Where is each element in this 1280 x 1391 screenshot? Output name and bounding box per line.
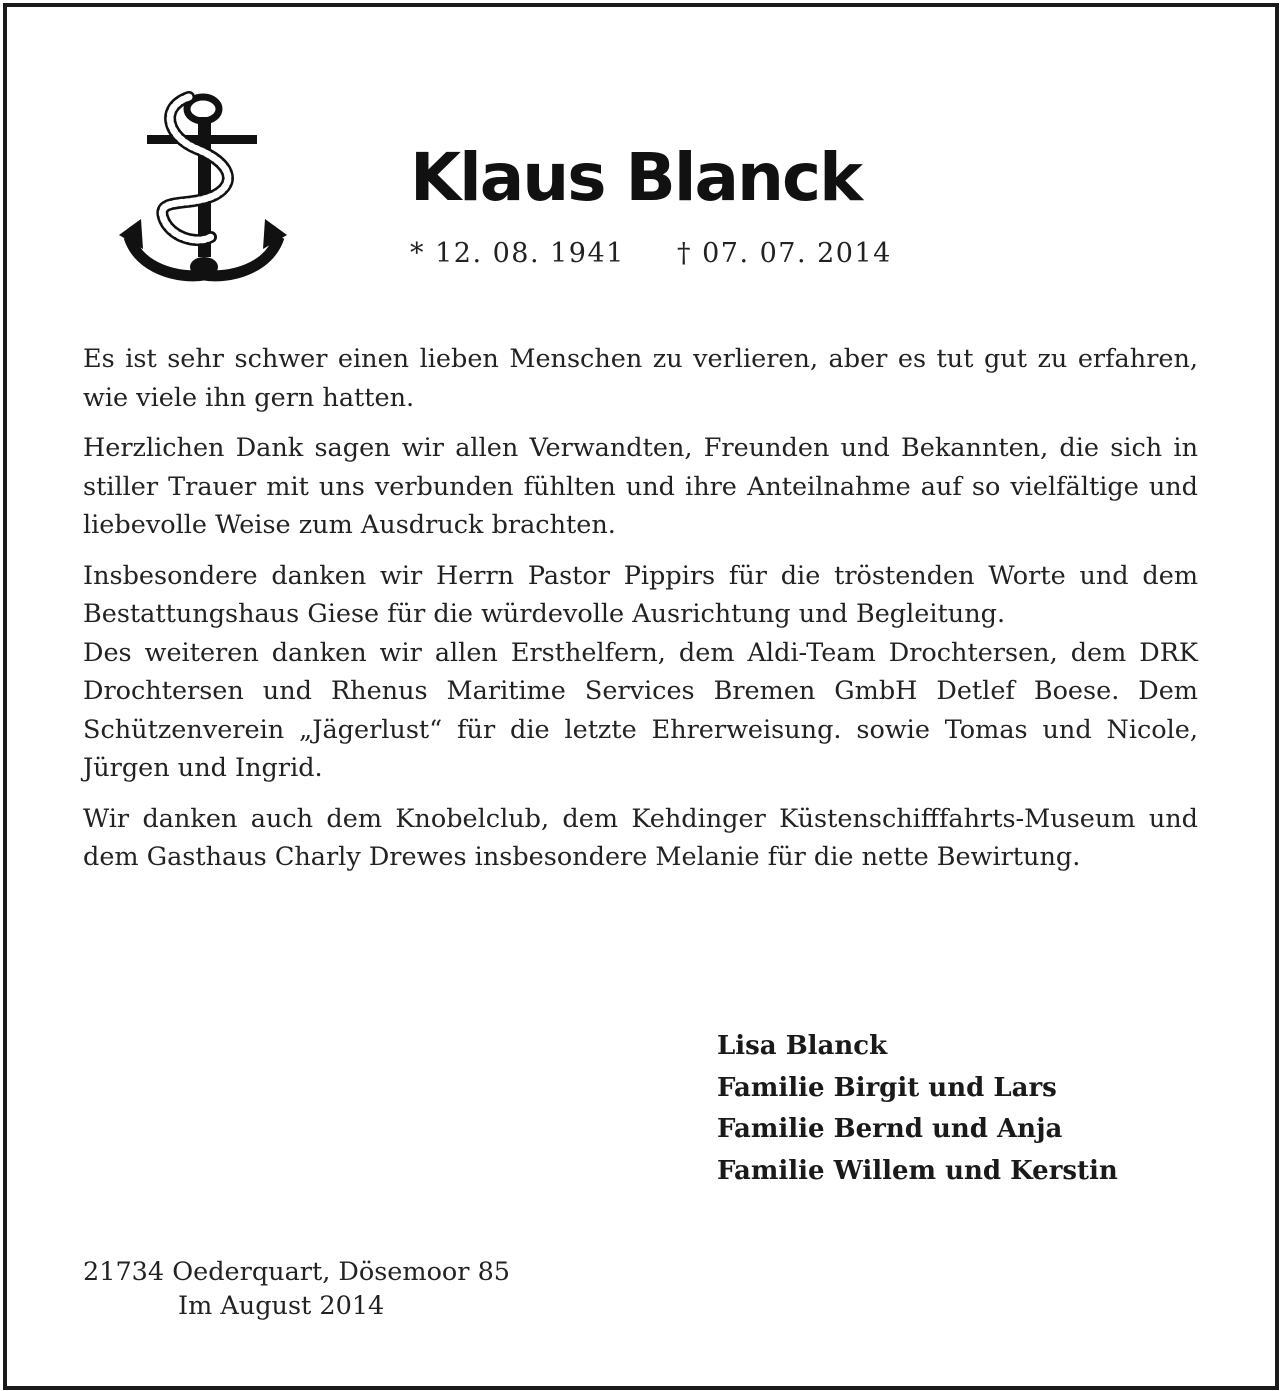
- paragraph: Des weiteren danken wir allen Ersthelfern, dem Aldi-Team Drochtersen, dem DRK Drochtersen und Rhenus Maritime Services Bremen GmbH Detlef Boese. Dem Schützenverein „Jägerlust“ für die letzte Ehrerweisung. sowie Tomas und Nicole, Jürgen und Ingrid.: [83, 637, 1198, 783]
- address: 21734 Oederquart, Dösemoor 85: [83, 1257, 511, 1287]
- signers-list: [717, 1026, 1118, 1192]
- paragraph: Es ist sehr schwer einen lieben Menschen zu verlieren, aber es tut gut zu erfahren, wie viele ihn gern hatten.: [83, 344, 1198, 413]
- notice-date: Im August 2014: [178, 1291, 385, 1321]
- signer: Familie Willem und Kerstin: [717, 1155, 1118, 1186]
- birth-date: * 12. 08. 1941: [410, 238, 625, 269]
- signer: Lisa Blanck: [717, 1031, 888, 1061]
- signer: Familie Bernd und Anja: [717, 1114, 1063, 1144]
- death-date: † 07. 07. 2014: [677, 238, 892, 269]
- paragraph: Herzlichen Dank sagen wir allen Verwandten, Freunden und Bekannten, die sich in stiller Trauer mit uns verbunden fühlten und ihre Anteilnahme auf so vielfältige und liebevolle Weise zum Ausdruck brachten.: [83, 433, 1198, 540]
- deceased-name: Klaus Blanck: [410, 139, 862, 216]
- anchor-icon: [119, 87, 287, 283]
- thank-you-text: [83, 340, 1198, 889]
- signer: Familie Birgit und Lars: [717, 1072, 1057, 1103]
- paragraph: Wir danken auch dem Knobelclub, dem Kehdinger Küstenschifffahrts-Museum und dem Gasthaus Charly Drewes insbesondere Melanie für die nette Bewirtung.: [83, 803, 1198, 872]
- paragraph: Insbesondere danken wir Herrn Pastor Pippirs für die tröstenden Worte und dem Bestattungshaus Giese für die würdevolle Ausrichtung und Begleitung.: [83, 560, 1198, 629]
